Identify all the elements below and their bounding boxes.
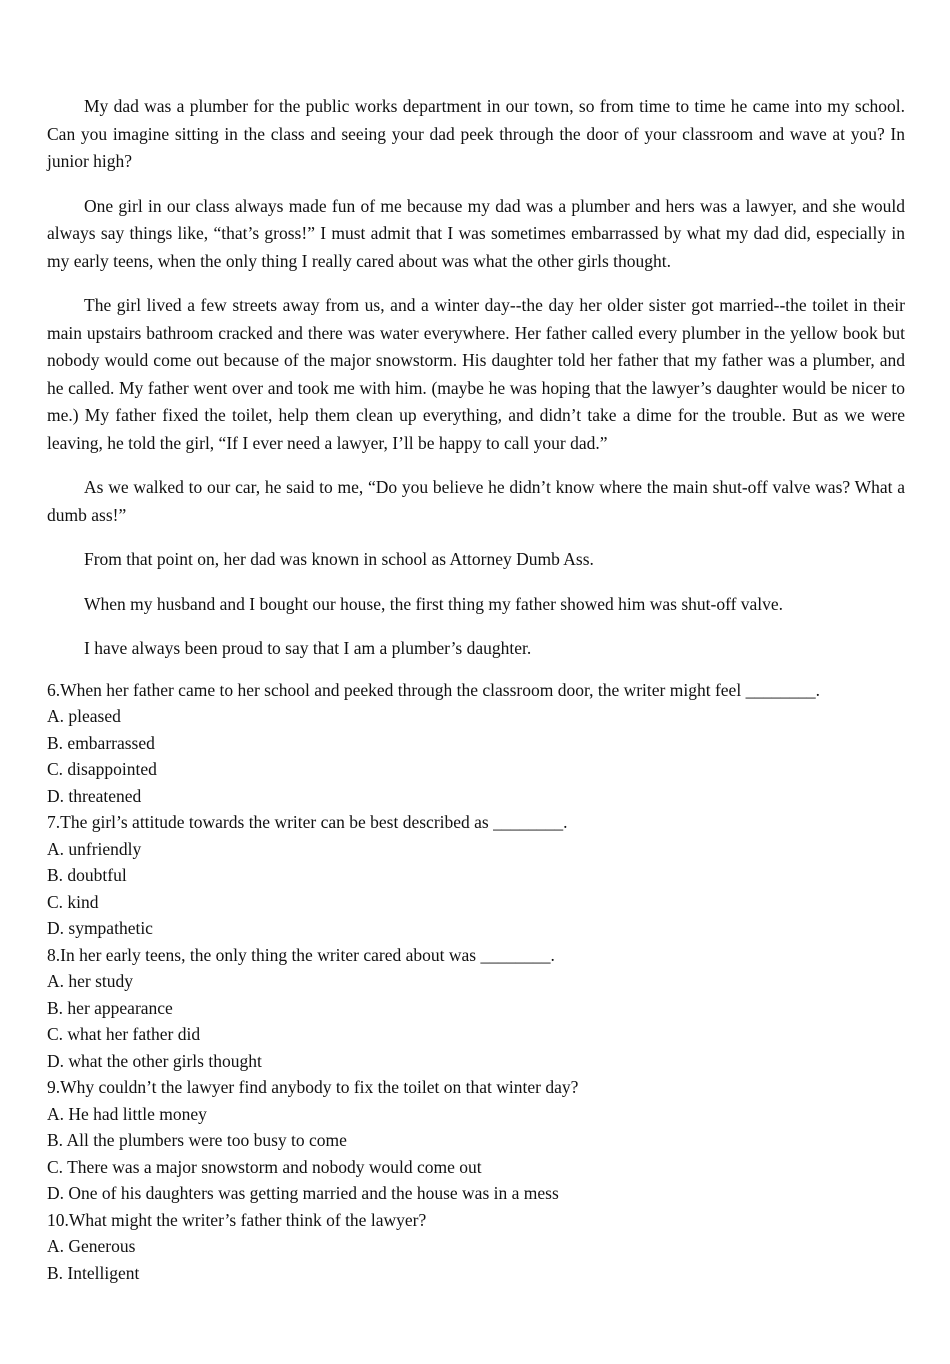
answer-option: C. kind — [47, 891, 99, 912]
question-stem: 7.The girl’s attitude towards the writer can be best described as ________. — [47, 812, 568, 832]
answer-option: A. Generous — [47, 1236, 136, 1256]
document-page — [47, 93, 905, 1286]
question-9 — [47, 1074, 905, 1207]
question-10 — [47, 1207, 905, 1287]
answer-option: B. doubtful — [47, 865, 127, 885]
question-6 — [47, 677, 905, 810]
answer-option: B. Intelligent — [47, 1262, 140, 1283]
answer-option: A. unfriendly — [47, 838, 142, 859]
answer-option: C. what her father did — [47, 1024, 201, 1044]
answer-option: D. One of his daughters was getting married and the house was in a mess — [47, 1183, 559, 1203]
answer-option: C. disappointed — [47, 759, 157, 779]
passage-paragraph: As we walked to our car, he said to me, “Do you believe he didn’t know where the main shut-off valve was? What a dumb ass!” — [47, 477, 905, 525]
answer-option: B. All the plumbers were too busy to come — [47, 1130, 347, 1150]
answer-option: D. sympathetic — [47, 918, 153, 938]
answer-option: D. what the other girls thought — [47, 1050, 262, 1071]
answer-option: A. pleased — [47, 706, 121, 726]
reading-passage — [47, 93, 905, 663]
answer-option: D. threatened — [47, 785, 142, 806]
question-stem: 8.In her early teens, the only thing the writer cared about was ________. — [47, 944, 555, 965]
passage-paragraph: From that point on, her dad was known in school as Attorney Dumb Ass. — [84, 549, 594, 569]
passage-paragraph: One girl in our class always made fun of me because my dad was a plumber and hers was a lawyer, and she would always say things like, “that’s gross!” I must admit that I was sometimes embarrassed by what my dad did, especially in my early teens, when the only thing I really cared about was what the other girls thought. — [47, 195, 905, 271]
question-8 — [47, 942, 905, 1075]
question-stem: 10.What might the writer’s father think of the lawyer? — [47, 1209, 427, 1230]
answer-option: B. her appearance — [47, 997, 173, 1018]
passage-paragraph: When my husband and I bought our house, the first thing my father showed him was shut-off valve. — [84, 593, 784, 614]
answer-option: A. her study — [47, 971, 134, 991]
question-7 — [47, 809, 905, 942]
passage-paragraph: My dad was a plumber for the public works department in our town, so from time to time he came into my school. Can you imagine sitting in the class and seeing your dad peek through the door of your classroom and wave at you? In junior high? — [47, 96, 905, 171]
question-list — [47, 677, 905, 1287]
answer-option: C. There was a major snowstorm and nobody would come out — [47, 1156, 482, 1177]
question-stem: 6.When her father came to her school and peeked through the classroom door, the writer might feel ________. — [47, 679, 820, 700]
passage-paragraph: I have always been proud to say that I am a plumber’s daughter. — [84, 638, 532, 658]
question-stem: 9.Why couldn’t the lawyer find anybody to fix the toilet on that winter day? — [47, 1077, 579, 1097]
answer-option: A. He had little money — [47, 1103, 207, 1124]
answer-option: B. embarrassed — [47, 732, 155, 753]
passage-paragraph: The girl lived a few streets away from us, and a winter day--the day her older sister got married--the toilet in their main upstairs bathroom cracked and there was water everywhere. Her father called every plumber in the yellow book but nobody would come out because of the major snowstorm. His daughter told her father that my father was a plumber, and he called. My father went over and took me with him. (maybe he was hoping that the lawyer’s daughter would be nicer to me.) My father fixed the toilet, help them clean up everything, and didn’t take a dime for the trouble. But as we were leaving, he told the girl, “If I ever need a lawyer, I’ll be happy to call your dad.” — [47, 295, 905, 453]
